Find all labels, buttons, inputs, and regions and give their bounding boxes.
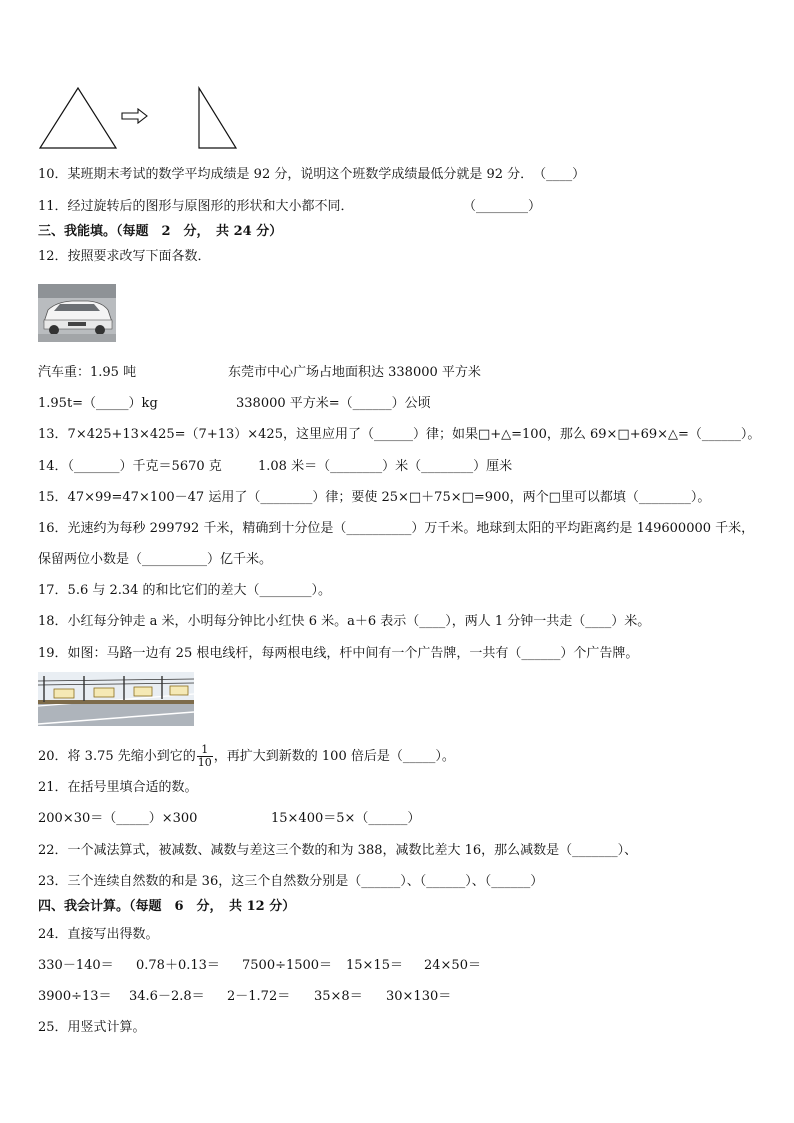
fraction-denominator: 10: [197, 756, 212, 769]
question-21-a: 200×30＝（_____）×300: [38, 811, 198, 826]
calc-2-5: 30×130＝: [386, 989, 452, 1004]
question-20-suffix: ，再扩大到新数的 100 倍后是（_____）。: [213, 749, 455, 764]
question-11: 11．经过旋转后的图形与原图形的形状和大小都不同．: [38, 199, 354, 214]
question-13: 13．7×425+13×425=（7+13）×425，这里应用了（______）律；如果□+△=100，那么 69×□+69×△=（______）。: [38, 427, 761, 442]
fraction-one-tenth: [197, 744, 213, 769]
question-23: 23．三个连续自然数的和是 36，这三个自然数分别是（______）、（______）、（______）: [38, 874, 544, 889]
question-12-blank-a: 1.95t=（_____）kg: [38, 396, 158, 411]
question-17: 17．5.6 与 2.34 的和比它们的差大（________）。: [38, 583, 332, 598]
calc-1-1: 330－140＝: [38, 958, 114, 973]
arrow-right-icon: [121, 108, 149, 124]
calc-2-4: 35×8＝: [314, 989, 363, 1004]
question-10: 10．某班期末考试的数学平均成绩是 92 分，说明这个班数学成绩最低分就是 92 分． （____）: [38, 167, 586, 182]
fraction-numerator: 1: [197, 744, 213, 757]
question-15: 15．47×99=47×100－47 运用了（________）律；要使 25×□＋75×□=900，两个□里可以都填（________）。: [38, 490, 711, 505]
question-21: 21．在括号里填合适的数。: [38, 780, 198, 795]
equilateral-triangle-figure: [38, 86, 118, 150]
calc-2-2: 34.6－2.8＝: [129, 989, 205, 1004]
calc-2-3: 2－1.72＝: [227, 989, 291, 1004]
question-20: [38, 744, 455, 769]
section-4-header: 四、我会计算。（每题 6 分， 共 12 分）: [38, 899, 296, 914]
question-12-car-weight: 汽车重：1.95 吨: [38, 365, 137, 380]
question-21-b: 15×400＝5×（______）: [271, 811, 421, 826]
right-triangle-figure: [196, 86, 240, 150]
section-3-header: 三、我能填。（每题 2 分， 共 24 分）: [38, 224, 283, 239]
calc-1-4: 15×15＝: [346, 958, 403, 973]
question-18: 18．小红每分钟走 a 米，小明每分钟比小红快 6 米。a＋6 表示（____），两人 1 分钟一共走（____）米。: [38, 614, 651, 629]
question-22: 22．一个减法算式，被减数、减数与差这三个数的和为 388，减数比差大 16，那么减数是（_______）、: [38, 843, 638, 858]
question-16-line-1: 16．光速约为每秒 299792 千米，精确到十分位是（__________）万千米。地球到太阳的平均距离约是 149600000 千米，: [38, 521, 755, 536]
question-14-a: 14．（_______）千克＝5670 克: [38, 459, 222, 474]
calc-1-5: 24×50＝: [424, 958, 481, 973]
question-11-blank: （________）: [463, 199, 542, 214]
calc-1-3: 7500÷1500＝: [242, 958, 333, 973]
car-photo: [38, 284, 116, 342]
question-19: 19．如图：马路一边有 25 根电线杆，每两根电线，杆中间有一个广告牌，一共有（______）个广告牌。: [38, 646, 639, 661]
question-14-b: 1.08 米＝（________）米（________）厘米: [258, 459, 513, 474]
question-16-line-2: 保留两位小数是（__________）亿千米。: [38, 552, 273, 567]
question-24: 24．直接写出得数。: [38, 927, 159, 942]
question-25: 25．用竖式计算。: [38, 1020, 146, 1035]
road-poles-picture: [38, 672, 194, 726]
question-12: 12．按照要求改写下面各数．: [38, 249, 211, 264]
question-12-blank-b: 338000 平方米=（______）公顷: [236, 396, 431, 411]
question-20-prefix: 20．将 3.75 先缩小到它的: [38, 749, 196, 764]
calc-2-1: 3900÷13＝: [38, 989, 112, 1004]
question-12-square-area: 东莞市中心广场占地面积达 338000 平方米: [228, 365, 481, 380]
calc-1-2: 0.78＋0.13＝: [136, 958, 220, 973]
